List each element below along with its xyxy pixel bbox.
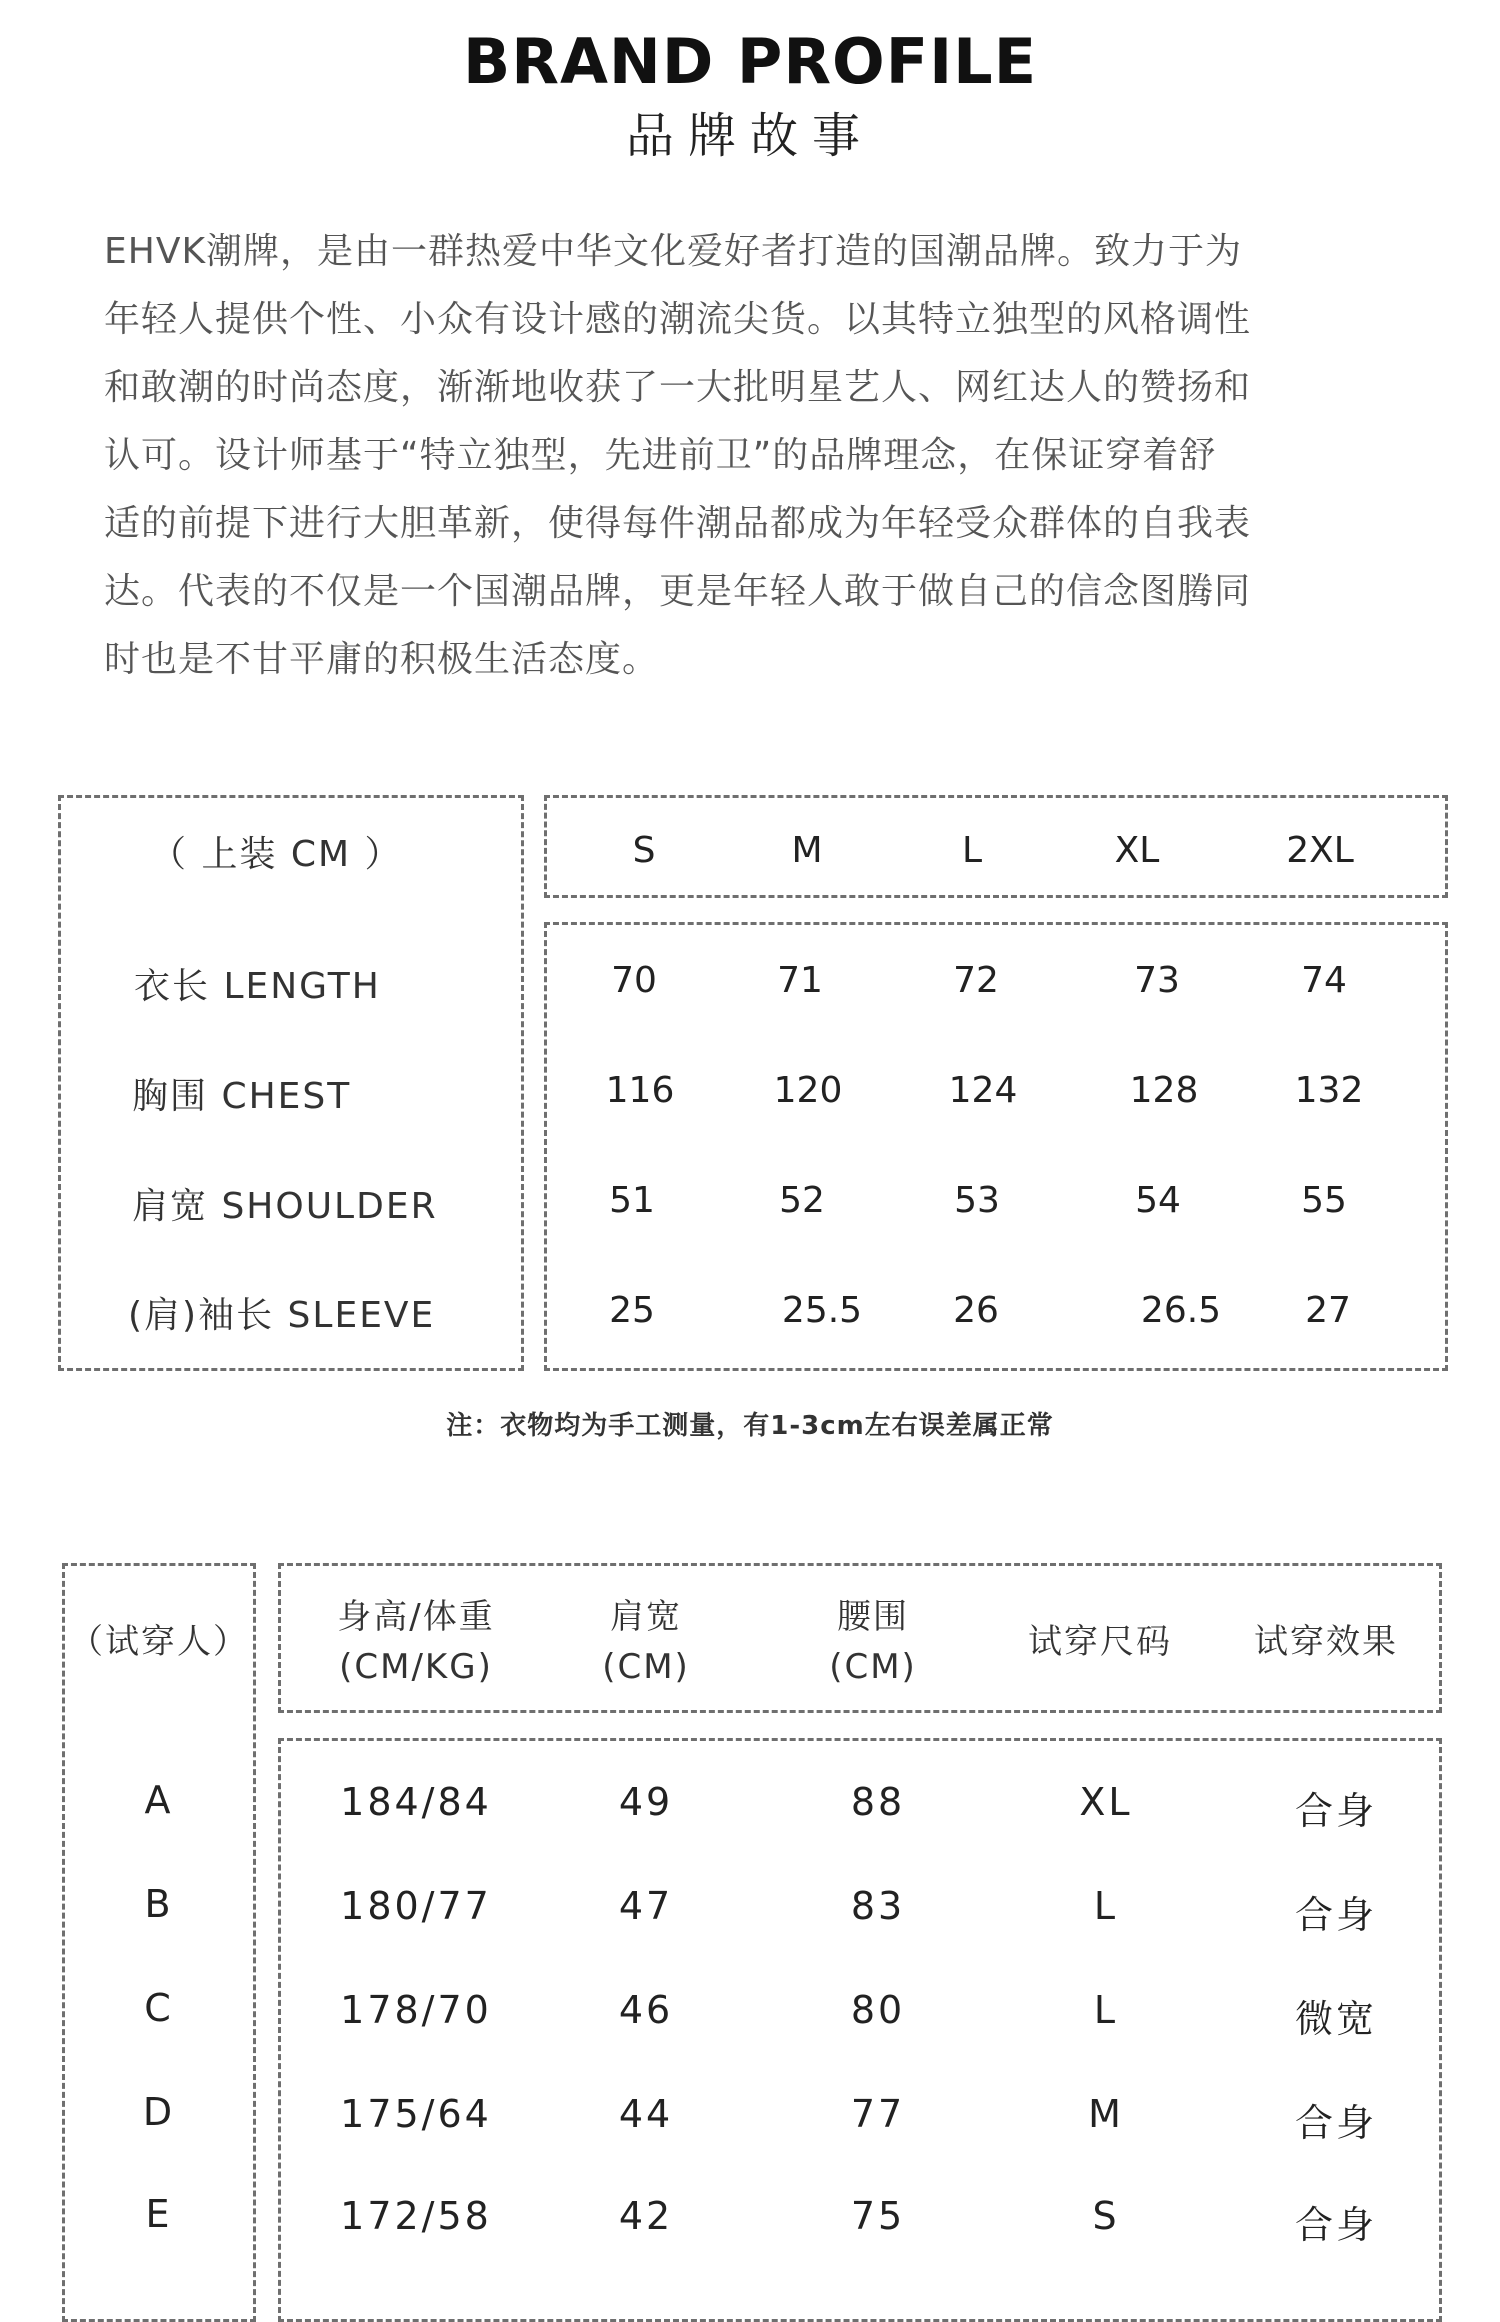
tryon-cell: 42 xyxy=(618,2194,674,2238)
story-line: 适的前提下进行大胆革新，使得每件潮品都成为年轻受众群体的自我表 xyxy=(104,503,1252,544)
size-cell: 71 xyxy=(777,960,823,1001)
size-cell: 124 xyxy=(948,1070,1018,1111)
brand-story-text xyxy=(104,218,1384,694)
tryon-cell: S xyxy=(1092,2194,1120,2238)
header-line: (CM/KG) xyxy=(339,1647,493,1687)
person-label: A xyxy=(144,1778,174,1822)
size-cell: 26.5 xyxy=(1140,1290,1222,1331)
tryon-cell: 47 xyxy=(618,1884,674,1928)
tryon-cell: 合身 xyxy=(1294,2101,1377,2145)
person-label: B xyxy=(144,1882,174,1926)
tryon-header-size: 试穿尺码 xyxy=(1028,1622,1172,1662)
tryon-cell: XL xyxy=(1079,1780,1133,1824)
tryon-cell: 77 xyxy=(850,2092,906,2136)
tryon-cell: 合身 xyxy=(1294,1789,1377,1833)
person-label: C xyxy=(144,1986,174,2030)
tryon-header-height-weight xyxy=(316,1592,516,1692)
row-label-sleeve: (肩)袖长 SLEEVE xyxy=(128,1295,436,1336)
tryon-cell: 80 xyxy=(850,1988,906,2032)
size-cell: 26 xyxy=(953,1290,999,1331)
header-line: 腰围 xyxy=(837,1597,909,1637)
header-line: (CM) xyxy=(602,1647,690,1687)
tryon-cell: M xyxy=(1088,2092,1124,2136)
size-cell: 52 xyxy=(779,1180,825,1221)
measurement-note: 注：衣物均为手工测量，有1-3cm左右误差属正常 xyxy=(446,1411,1054,1441)
tryon-header-fit: 试穿效果 xyxy=(1254,1622,1398,1662)
tryon-cell: 75 xyxy=(850,2194,906,2238)
size-header-2xl: 2XL xyxy=(1286,830,1354,871)
tryon-cell: 184/84 xyxy=(340,1780,492,1824)
size-cell: 116 xyxy=(605,1070,675,1111)
story-line: 时也是不甘平庸的积极生活态度。 xyxy=(104,639,660,680)
story-line: EHVK潮牌，是由一群热爱中华文化爱好者打造的国潮品牌。致力于为 xyxy=(104,231,1243,272)
size-header-m: M xyxy=(791,830,823,871)
tryon-corner-label: （试穿人） xyxy=(69,1622,249,1662)
row-label-shoulder: 肩宽 SHOULDER xyxy=(132,1186,438,1227)
header-line: 身高/体重 xyxy=(337,1597,495,1637)
size-cell: 55 xyxy=(1301,1180,1347,1221)
row-label-chest: 胸围 CHEST xyxy=(132,1076,352,1117)
tryon-cell: 175/64 xyxy=(340,2092,492,2136)
tryon-cell: 46 xyxy=(618,1988,674,2032)
tryon-cell: 88 xyxy=(850,1780,906,1824)
tryon-cell: L xyxy=(1093,1884,1119,1928)
tryon-header-waist xyxy=(773,1592,973,1692)
tryon-cell: 49 xyxy=(618,1780,674,1824)
tryon-cell: 180/77 xyxy=(340,1884,492,1928)
story-line: 和敢潮的时尚态度，渐渐地收获了一大批明星艺人、网红达人的赞扬和 xyxy=(104,367,1252,408)
tryon-cell: 合身 xyxy=(1294,1893,1377,1937)
size-cell: 54 xyxy=(1135,1180,1181,1221)
size-cell: 25 xyxy=(609,1290,655,1331)
size-cell: 132 xyxy=(1294,1070,1364,1111)
tryon-cell: 178/70 xyxy=(340,1988,492,2032)
size-cell: 120 xyxy=(773,1070,843,1111)
tryon-cell: 44 xyxy=(618,2092,674,2136)
story-line: 年轻人提供个性、小众有设计感的潮流尖货。以其特立独型的风格调性 xyxy=(104,299,1252,340)
tryon-cell: 微宽 xyxy=(1294,1997,1377,2041)
brand-profile-title: BRAND PROFILE xyxy=(462,25,1038,98)
size-header-s: S xyxy=(632,830,656,871)
size-unit-label: （ 上装 CM ） xyxy=(150,834,403,875)
size-cell: 128 xyxy=(1129,1070,1199,1111)
row-label-length: 衣长 LENGTH xyxy=(134,966,381,1007)
header-line: 肩宽 xyxy=(610,1597,682,1637)
person-label: D xyxy=(142,2090,176,2134)
tryon-cell: 合身 xyxy=(1294,2203,1377,2247)
size-cell: 72 xyxy=(953,960,999,1001)
size-cell: 53 xyxy=(954,1180,1000,1221)
header-line: (CM) xyxy=(829,1647,917,1687)
brand-story-subtitle: 品牌故事 xyxy=(625,108,874,164)
size-cell: 70 xyxy=(611,960,657,1001)
size-cell: 27 xyxy=(1305,1290,1351,1331)
tryon-header-shoulder xyxy=(546,1592,746,1692)
size-cell: 25.5 xyxy=(781,1290,863,1331)
size-cell: 51 xyxy=(609,1180,655,1221)
size-cell: 74 xyxy=(1301,960,1347,1001)
size-header-l: L xyxy=(961,830,983,871)
tryon-cell: L xyxy=(1093,1988,1119,2032)
story-line: 达。代表的不仅是一个国潮品牌，更是年轻人敢于做自己的信念图腾同 xyxy=(104,571,1252,612)
story-line: 认可。设计师基于“特立独型，先进前卫”的品牌理念，在保证穿着舒 xyxy=(104,435,1217,476)
tryon-cell: 172/58 xyxy=(340,2194,492,2238)
person-label: E xyxy=(145,2192,173,2236)
tryon-cell: 83 xyxy=(850,1884,906,1928)
size-header-xl: XL xyxy=(1114,830,1160,871)
size-cell: 73 xyxy=(1134,960,1180,1001)
